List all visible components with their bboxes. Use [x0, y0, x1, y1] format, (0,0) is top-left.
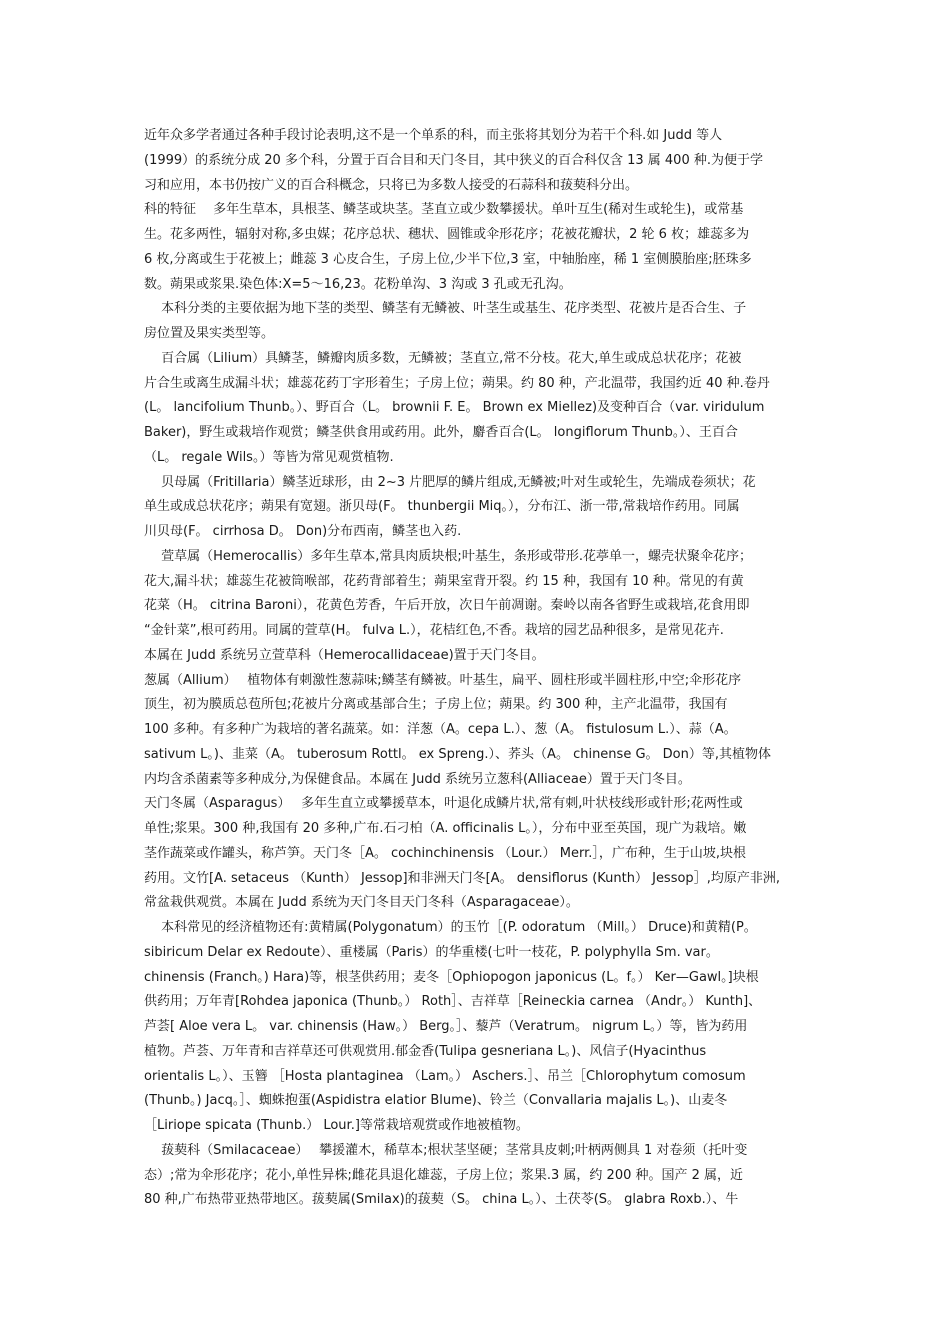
- text-line: 花菜（H。 citrina Baroni），花黄色芳香，午后开放，次日午前凋谢。秦岭以南各省野生或栽培,花食用即: [144, 598, 750, 614]
- text-line: 近年众多学者通过各种手段讨论表明,这不是一个单系的科，而主张将其划分为若干个科.如 Judd 等人: [144, 128, 723, 143]
- text-line: 常盆栽供观赏。本属在 Judd 系统为天门冬目天门冬科（Asparagaceae）。: [144, 895, 579, 911]
- text-line: ［Liriope spicata (Thunb.） Lour.]等常栽培观赏或作地被植物。: [144, 1118, 529, 1133]
- text-line: 茎作蔬菜或作罐头，称芦笋。天门冬［A。 cochinchinensis （Lour.） Merr.］，广布种，生于山坡,块根: [144, 845, 746, 861]
- text-line: 房位置及果实类型等。: [144, 326, 275, 341]
- text-line: 内均含杀菌素等多种成分,为保健食品。本属在 Judd 系统另立葱科(Alliaceae）置于天门冬目。: [144, 771, 691, 787]
- text-line: 顶生，初为膜质总苞所包;花被片分离或基部合生；子房上位；蒴果。约 300 种，主产北温带，我国有: [144, 697, 728, 713]
- text-line: (L。 lancifolium Thunb。）、野百合（L。 brownii F. E。 Brown ex Miellez)及变种百合（var. viridulum: [144, 400, 765, 416]
- text-line: 本科常见的经济植物还有:黄精属(Polygonatum）的玉竹［(P. odoratum （Mill。） Druce)和黄精(P。: [144, 920, 757, 935]
- text-line: 萱草属（Hemerocallis）多年生草本,常具肉质块根;叶基生，条形或带形.花葶单一，螺壳状聚伞花序；: [144, 548, 752, 564]
- text-line: 植物。芦荟、万年青和吉祥草还可供观赏用.郁金香(Tulipa gesneriana L。)、风信子(Hyacinthus: [144, 1043, 707, 1059]
- text-line: 数。蒴果或浆果.染色体:X=5～16,23。花粉单沟、3 沟或 3 孔或无孔沟。: [144, 276, 572, 292]
- text-line: orientalis L。）、玉簪 ［Hosta plantaginea （Lam。） Aschers.］、吊兰［Chlorophytum comosum: [144, 1068, 746, 1084]
- text-line: 片合生或离生成漏斗状；雄蕊花药丁字形着生；子房上位；蒴果。约 80 种，产北温带，我国约近 40 种.卷丹: [144, 375, 770, 391]
- text-line: 本属在 Judd 系统另立萱草科（Hemerocallidaceae)置于天门冬目。: [144, 647, 545, 663]
- document-body: [144, 124, 816, 1213]
- text-line: 单性;浆果。300 种,我国有 20 多种,广布.石刁柏（A. officinalis L。），分布中亚至英国，现广为栽培。嫩: [144, 821, 747, 836]
- text-line: chinensis (Franch。) Hara)等，根茎供药用；麦冬［Ophiopogon japonicus (L。f。） Ker—Gawl。]块根: [144, 969, 759, 985]
- text-line: 芦荟[ Aloe vera L。 var. chinensis (Haw。） Berg。］、藜芦（Veratrum。 nigrum L。）等，皆为药用: [144, 1019, 748, 1034]
- text-line: 药用。文竹[A. setaceus （Kunth） Jessop]和非洲天门冬[A。 densiflorus (Kunth） Jessop］,均原产非洲,: [144, 870, 780, 886]
- text-line: sibiricum Delar ex Redoute）、重楼属（Paris）的华重楼(七叶一枝花，P. polyphylla Sm. var。: [144, 944, 719, 960]
- text-line: 习和应用，本书仍按广义的百合科概念，只将已为多数人接受的石蒜科和菝葜科分出。: [144, 177, 639, 193]
- text-line: 天门冬属（Asparagus） 多年生直立或攀援草本，叶退化成鳞片状,常有刺,叶状枝线形或针形;花两性或: [144, 796, 743, 812]
- text-line: 菝葜科（Smilacaceae） 攀援灌木，稀草本;根状茎坚硬；茎常具皮刺;叶柄两侧具 1 对卷须（托叶变: [144, 1142, 748, 1158]
- text-line: 本科分类的主要依据为地下茎的类型、鳞茎有无鳞被、叶茎生或基生、花序类型、花被片是否合生、子: [144, 301, 747, 317]
- text-line: 贝母属（Fritillaria）鳞茎近球形，由 2~3 片肥厚的鳞片组成,无鳞被;叶对生或轮生，先端成卷须状；花: [144, 474, 756, 490]
- text-line: sativum L。)、韭菜（A。 tuberosum Rottl。 ex Spreng.）、荞头（A。 chinense G。 Don）等,其植物体: [144, 746, 771, 762]
- text-line: 葱属（Allium） 植物体有刺激性葱蒜味;鳞茎有鳞被。叶基生，扁平、圆柱形或半圆柱形,中空;伞形花序: [144, 672, 742, 688]
- text-line: Baker)，野生或栽培作观赏；鳞茎供食用或药用。此外，麝香百合(L。 longiflorum Thunb。）、王百合: [144, 425, 738, 440]
- text-line: 80 种,广布热带亚热带地区。菝葜属(Smilax)的菝葜（S。 china L。）、土茯苓(S。 glabra Roxb.）、牛: [144, 1192, 739, 1208]
- text-line: 百合属（Lilium）具鳞茎，鳞瓣肉质多数，无鳞被；茎直立,常不分枝。花大,单生或成总状花序；花被: [144, 350, 742, 366]
- text-line: 6 枚,分离或生于花被上；雌蕊 3 心皮合生，子房上位,少半下位,3 室，中轴胎座，稀 1 室侧膜胎座;胚珠多: [144, 251, 752, 267]
- text-line: （L。 regale Wils。）等皆为常见观赏植物.: [144, 449, 394, 465]
- text-line: (Thunb。) Jacq。］、蜘蛛抱蛋(Aspidistra elatior Blume)、铃兰（Convallaria majalis L。)、山麦冬: [144, 1093, 728, 1109]
- text-line: 供药用；万年青[Rohdea japonica (Thunb。） Roth］、吉祥草［Reineckia carnea （Andr。） Kunth]、: [144, 994, 762, 1010]
- text-line: “金针菜”,根可药用。同属的萱草(H。 fulva L.），花桔红色,不香。栽培的园艺品种很多，是常见花卉.: [144, 623, 724, 638]
- text-line: 100 多种。有多种广为栽培的著名蔬菜。如：洋葱（A。cepa L.）、葱（A。 fistulosum L.）、蒜（A。: [144, 722, 737, 737]
- text-line: 科的特征 多年生草本，具根茎、鳞茎或块茎。茎直立或少数攀援状。单叶互生(稀对生或轮生)，或常基: [144, 202, 744, 218]
- text-line: 态）;常为伞形花序；花小,单性异株;雌花具退化雄蕊，子房上位；浆果.3 属，约 200 种。国产 2 属，近: [144, 1167, 744, 1183]
- text-line: (1999）的系统分成 20 多个科，分置于百合目和天门冬目，其中狭义的百合科仅含 13 属 400 种.为便于学: [144, 152, 763, 168]
- text-line: 生。花多两性，辐射对称,多虫媒；花序总状、穗状、圆锥或伞形花序；花被花瓣状，2 轮 6 枚；雄蕊多为: [144, 227, 750, 242]
- text-line: 花大,漏斗状；雄蕊生花被筒喉部，花药背部着生；蒴果室背开裂。约 15 种，我国有 10 种。常见的有黄: [144, 573, 744, 589]
- text-line: 川贝母(F。 cirrhosa D。 Don)分布西南，鳞茎也入药.: [144, 524, 462, 539]
- text-line: 单生或成总状花序；蒴果有宽翅。浙贝母(F。 thunbergii Miq。），分布江、浙一带,常栽培作药用。同属: [144, 499, 740, 515]
